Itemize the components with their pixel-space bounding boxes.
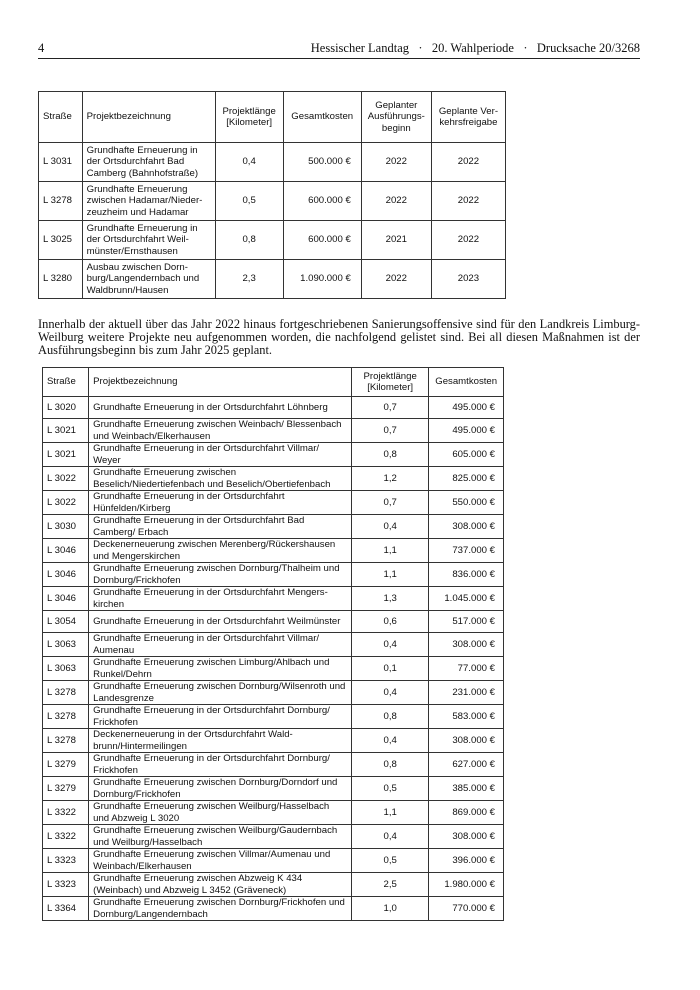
cell-street: L 3278 — [43, 729, 89, 753]
cell-project: Grundhafte Erneuerung zwischen Dornburg/Thalheim und Dornburg/Frickhofen — [89, 563, 352, 587]
table-row — [43, 897, 504, 921]
cell-street: L 3021 — [43, 419, 89, 443]
cell-project: Grundhafte Erneuerung zwischen Dornburg/Dorndorf und Dornburg/Frickhofen — [89, 777, 352, 801]
cell-project: Grundhafte Erneuerung in der Ortsdurchfahrt Dornburg/ Frickhofen — [89, 753, 352, 777]
column-header-street: Straße — [43, 368, 89, 397]
column-header-cost: Gesamtkosten — [429, 368, 504, 397]
cell-street: L 3322 — [43, 825, 89, 849]
cell-project: Grundhafte Erneuerung in der Ortsdurchfahrt Hünfelden/Kirberg — [89, 491, 352, 515]
cell-cost: 627.000 € — [429, 753, 504, 777]
table-row — [39, 260, 506, 299]
table-header-row — [43, 368, 504, 397]
cell-project: Grundhafte Erneuerung zwischen Weilburg/Hasselbach und Abzweig L 3020 — [89, 801, 352, 825]
cell-cost: 600.000 € — [283, 182, 361, 221]
cell-street: L 3046 — [43, 587, 89, 611]
cell-length: 0,7 — [351, 491, 428, 515]
column-header-length: Projektlänge [Kilometer] — [351, 368, 428, 397]
table-row — [43, 777, 504, 801]
cell-street: L 3063 — [43, 657, 89, 681]
cell-cost: 737.000 € — [429, 539, 504, 563]
cell-street: L 3020 — [43, 397, 89, 419]
cell-street: L 3278 — [43, 705, 89, 729]
cell-length: 0,7 — [351, 419, 428, 443]
column-header-release: Geplante Ver-kehrsfreigabe — [431, 92, 505, 143]
cell-project: Deckenerneuerung zwischen Merenberg/Rückershausen und Mengerskirchen — [89, 539, 352, 563]
cell-cost: 825.000 € — [429, 467, 504, 491]
cell-street: L 3278 — [39, 182, 83, 221]
cell-cost: 495.000 € — [429, 419, 504, 443]
table-row — [43, 467, 504, 491]
cell-release: 2022 — [431, 182, 505, 221]
table-row — [43, 443, 504, 467]
cell-length: 0,4 — [351, 729, 428, 753]
cell-cost: 600.000 € — [283, 221, 361, 260]
cell-cost: 836.000 € — [429, 563, 504, 587]
cell-cost: 385.000 € — [429, 777, 504, 801]
cell-cost: 308.000 € — [429, 515, 504, 539]
cell-street: L 3025 — [39, 221, 83, 260]
table-row — [43, 705, 504, 729]
cell-project: Grundhafte Erneuerung zwischen Beselich/Niedertiefenbach und Beselich/Obertiefenbach — [89, 467, 352, 491]
cell-length: 0,4 — [215, 143, 283, 182]
cell-cost: 517.000 € — [429, 611, 504, 633]
cell-cost: 500.000 € — [283, 143, 361, 182]
table-row — [43, 539, 504, 563]
cell-street: L 3046 — [43, 563, 89, 587]
cell-cost: 869.000 € — [429, 801, 504, 825]
cell-length: 0,8 — [351, 443, 428, 467]
table-row — [43, 729, 504, 753]
cell-cost: 77.000 € — [429, 657, 504, 681]
cell-length: 0,1 — [351, 657, 428, 681]
table-row — [43, 397, 504, 419]
cell-cost: 550.000 € — [429, 491, 504, 515]
table-row — [43, 563, 504, 587]
cell-cost: 1.045.000 € — [429, 587, 504, 611]
cell-project: Grundhafte Erneuerung in der Ortsdurchfahrt Bad Camberg (Bahnhofstraße) — [82, 143, 215, 182]
page-number: 4 — [38, 41, 45, 55]
cell-street: L 3322 — [43, 801, 89, 825]
table-row — [39, 182, 506, 221]
table-row — [43, 633, 504, 657]
column-header-project: Projektbezeichnung — [82, 92, 215, 143]
cell-street: L 3280 — [39, 260, 83, 299]
project-table-new — [42, 367, 504, 921]
cell-cost: 308.000 € — [429, 729, 504, 753]
cell-start: 2022 — [361, 260, 431, 299]
cell-length: 0,5 — [215, 182, 283, 221]
cell-length: 1,2 — [351, 467, 428, 491]
cell-length: 0,7 — [351, 397, 428, 419]
cell-cost: 308.000 € — [429, 825, 504, 849]
cell-project: Deckenerneuerung in der Ortsdurchfahrt Wald-brunn/Hintermeilingen — [89, 729, 352, 753]
table-header-row — [39, 92, 506, 143]
cell-cost: 1.980.000 € — [429, 873, 504, 897]
page-header — [38, 41, 640, 59]
cell-project: Grundhafte Erneuerung in der Ortsdurchfahrt Mengers-kirchen — [89, 587, 352, 611]
cell-project: Grundhafte Erneuerung in der Ortsdurchfahrt Bad Camberg/ Erbach — [89, 515, 352, 539]
cell-street: L 3323 — [43, 849, 89, 873]
cell-project: Grundhafte Erneuerung in der Ortsdurchfahrt Löhnberg — [89, 397, 352, 419]
cell-project: Grundhafte Erneuerung zwischen Villmar/Aumenau und Weinbach/Elkerhausen — [89, 849, 352, 873]
cell-length: 0,4 — [351, 633, 428, 657]
cell-cost: 495.000 € — [429, 397, 504, 419]
table-row — [43, 849, 504, 873]
table-row — [43, 515, 504, 539]
cell-project: Grundhafte Erneuerung in der Ortsdurchfahrt Weilmünster — [89, 611, 352, 633]
cell-length: 1,1 — [351, 801, 428, 825]
cell-street: L 3022 — [43, 467, 89, 491]
table-row — [43, 681, 504, 705]
cell-project: Grundhafte Erneuerung zwischen Weinbach/ Blessenbach und Weinbach/Elkerhausen — [89, 419, 352, 443]
column-header-length: Projektlänge [Kilometer] — [215, 92, 283, 143]
cell-length: 0,6 — [351, 611, 428, 633]
cell-length: 0,8 — [351, 753, 428, 777]
cell-street: L 3063 — [43, 633, 89, 657]
cell-start: 2022 — [361, 143, 431, 182]
cell-project: Grundhafte Erneuerung zwischen Abzweig K 434 (Weinbach) und Abzweig L 3452 (Gräveneck) — [89, 873, 352, 897]
cell-length: 0,5 — [351, 849, 428, 873]
cell-street: L 3323 — [43, 873, 89, 897]
cell-cost: 308.000 € — [429, 633, 504, 657]
table-row — [43, 587, 504, 611]
table-row — [43, 657, 504, 681]
cell-length: 0,4 — [351, 515, 428, 539]
column-header-street: Straße — [39, 92, 83, 143]
table-row — [43, 419, 504, 443]
cell-project: Grundhafte Erneuerung in der Ortsdurchfahrt Weil-münster/Ernsthausen — [82, 221, 215, 260]
cell-release: 2022 — [431, 221, 505, 260]
column-header-cost: Gesamtkosten — [283, 92, 361, 143]
body-paragraph: Innerhalb der aktuell über das Jahr 2022 hinaus fortgeschriebenen Sanierungsoffensive sind für den Landkreis Limburg-Weilburg weitere Projekte neu aufgenommen worden, die nachfolgend gelistet sind. Bei all diesen Maßnahmen ist der Ausführungsbeginn bis zum Jahr 2025 geplant. — [38, 317, 640, 358]
cell-length: 0,8 — [215, 221, 283, 260]
cell-project: Grundhafte Erneuerung in der Ortsdurchfahrt Dornburg/ Frickhofen — [89, 705, 352, 729]
cell-street: L 3021 — [43, 443, 89, 467]
cell-start: 2022 — [361, 182, 431, 221]
cell-street: L 3046 — [43, 539, 89, 563]
cell-street: L 3030 — [43, 515, 89, 539]
cell-cost: 1.090.000 € — [283, 260, 361, 299]
table-row — [39, 221, 506, 260]
cell-length: 1,3 — [351, 587, 428, 611]
table-row — [43, 491, 504, 515]
table-row — [39, 143, 506, 182]
cell-length: 0,4 — [351, 681, 428, 705]
table-row — [43, 825, 504, 849]
header-rule — [38, 58, 640, 59]
column-header-project: Projektbezeichnung — [89, 368, 352, 397]
cell-project: Grundhafte Erneuerung in der Ortsdurchfahrt Villmar/ Weyer — [89, 443, 352, 467]
cell-cost: 583.000 € — [429, 705, 504, 729]
cell-project: Grundhafte Erneuerung zwischen Dornburg/Frickhofen und Dornburg/Langendernbach — [89, 897, 352, 921]
header-title: Hessischer Landtag · 20. Wahlperiode · Drucksache 20/3268 — [310, 41, 640, 55]
cell-cost: 605.000 € — [429, 443, 504, 467]
cell-cost: 396.000 € — [429, 849, 504, 873]
cell-length: 1,0 — [351, 897, 428, 921]
cell-project: Grundhafte Erneuerung zwischen Hadamar/Nieder-zeuzheim und Hadamar — [82, 182, 215, 221]
cell-project: Grundhafte Erneuerung zwischen Limburg/Ahlbach und Runkel/Dehrn — [89, 657, 352, 681]
cell-start: 2021 — [361, 221, 431, 260]
cell-street: L 3364 — [43, 897, 89, 921]
cell-length: 0,4 — [351, 825, 428, 849]
cell-length: 2,5 — [351, 873, 428, 897]
cell-release: 2023 — [431, 260, 505, 299]
cell-project: Grundhafte Erneuerung zwischen Dornburg/Wilsenroth und Landesgrenze — [89, 681, 352, 705]
cell-street: L 3278 — [43, 681, 89, 705]
project-table-current — [38, 91, 506, 299]
cell-project: Ausbau zwischen Dorn-burg/Langendernbach und Waldbrunn/Hausen — [82, 260, 215, 299]
table-row — [43, 873, 504, 897]
cell-release: 2022 — [431, 143, 505, 182]
cell-cost: 231.000 € — [429, 681, 504, 705]
column-header-start: Geplanter Ausführungs-beginn — [361, 92, 431, 143]
cell-length: 0,8 — [351, 705, 428, 729]
cell-length: 0,5 — [351, 777, 428, 801]
cell-length: 2,3 — [215, 260, 283, 299]
cell-length: 1,1 — [351, 539, 428, 563]
table-row — [43, 801, 504, 825]
cell-cost: 770.000 € — [429, 897, 504, 921]
cell-street: L 3279 — [43, 753, 89, 777]
cell-street: L 3031 — [39, 143, 83, 182]
cell-project: Grundhafte Erneuerung zwischen Weilburg/Gaudernbach und Weilburg/Hasselbach — [89, 825, 352, 849]
cell-street: L 3279 — [43, 777, 89, 801]
cell-street: L 3054 — [43, 611, 89, 633]
cell-project: Grundhafte Erneuerung in der Ortsdurchfahrt Villmar/ Aumenau — [89, 633, 352, 657]
cell-street: L 3022 — [43, 491, 89, 515]
table-row — [43, 611, 504, 633]
table-row — [43, 753, 504, 777]
cell-length: 1,1 — [351, 563, 428, 587]
